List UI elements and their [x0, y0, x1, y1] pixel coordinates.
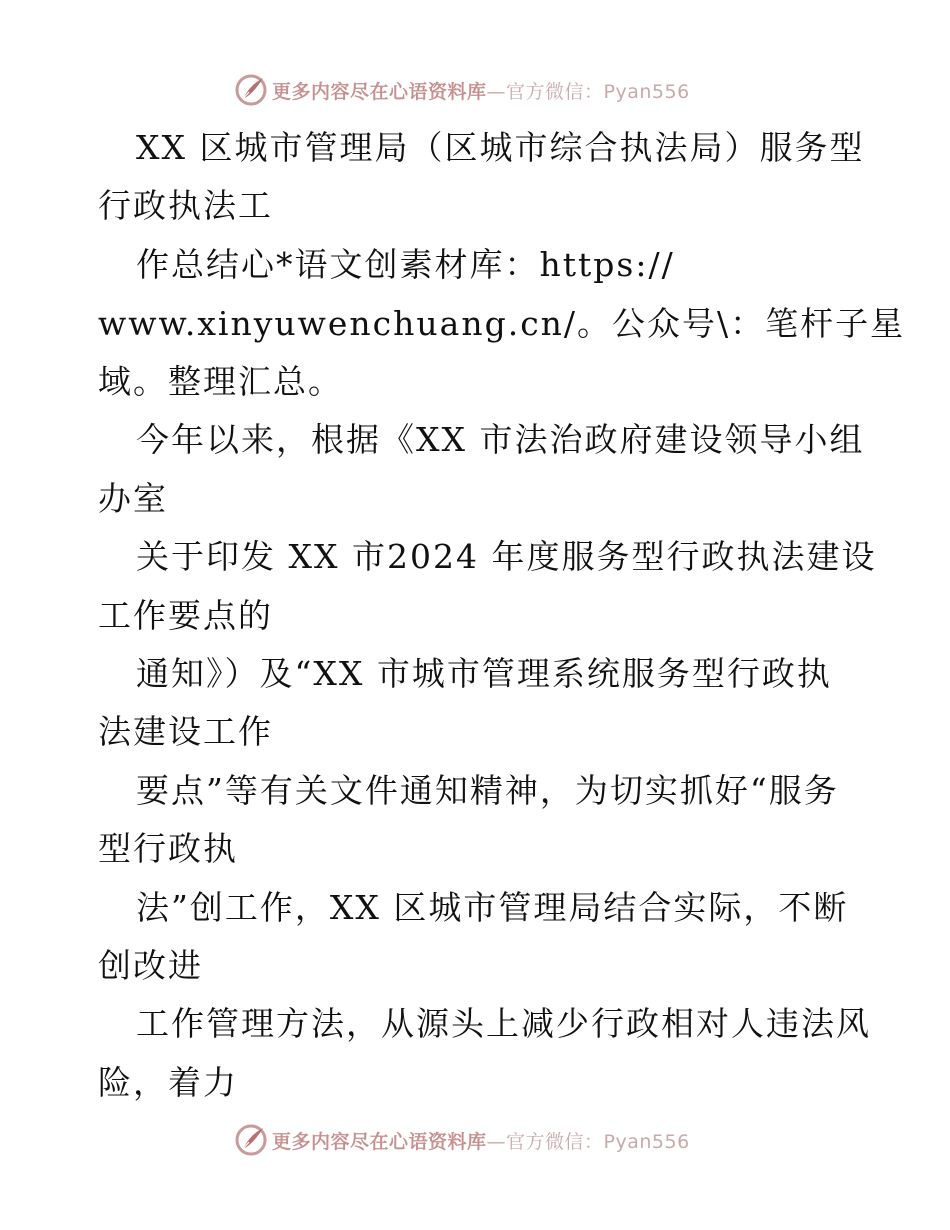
text-line: 法建设工作: [98, 712, 273, 751]
watermark-text-strong: 更多内容尽在心语资料库: [272, 80, 487, 103]
text-line: 工作要点的: [98, 596, 273, 635]
text-line: 要点”等有关文件通知精神，为切实抓好“服务: [136, 771, 839, 810]
watermark-text-rest: —官方微信：Pyan556: [486, 1130, 690, 1153]
watermark-banner-bottom: [234, 1122, 690, 1158]
text-line: 法”创工作，XX 区城市管理局结合实际，不断: [136, 888, 849, 927]
watermark-text-strong: 更多内容尽在心语资料库: [272, 1130, 487, 1153]
text-line: 险，着力: [98, 1063, 238, 1102]
text-line: 创改进: [98, 946, 203, 985]
text-line: 工作管理方法，从源头上减少行政相对人违法风: [136, 1004, 871, 1043]
text-line: XX 区城市管理局（区城市综合执法局）服务型: [136, 128, 865, 167]
watermark-banner-top: [234, 72, 690, 108]
text-line: 关于印发 XX 市2024 年度服务型行政执法建设: [136, 537, 877, 576]
text-line: 今年以来，根据《XX 市法治政府建设领导小组: [136, 420, 865, 459]
text-line: 作总结心*语文创素材库：https://: [136, 245, 675, 284]
feather-quill-icon: [234, 73, 268, 107]
feather-quill-icon: [234, 1123, 268, 1157]
text-line: 通知》）及“XX 市城市管理系统服务型行政执: [136, 654, 832, 693]
watermark-text-rest: —官方微信：Pyan556: [486, 80, 690, 103]
text-line: 域。整理汇总。: [98, 362, 343, 401]
text-line: 行政执法工: [98, 186, 273, 225]
text-line: 型行政执: [98, 829, 238, 868]
text-line: 办室: [98, 479, 168, 518]
text-line: www.xinyuwenchuang.cn/。公众号\：笔杆子星: [98, 304, 906, 343]
